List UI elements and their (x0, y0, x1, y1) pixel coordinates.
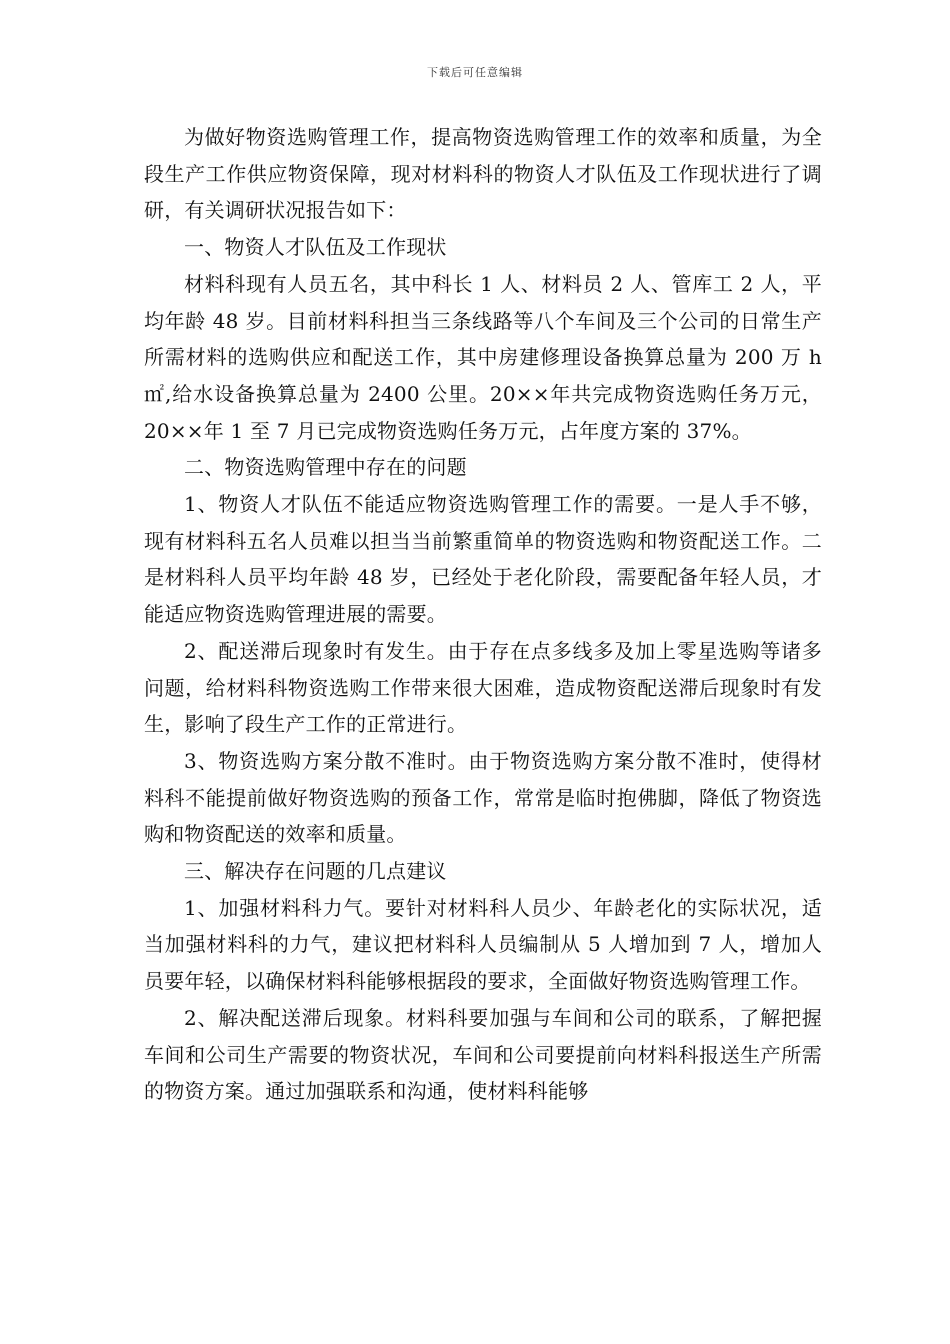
body-paragraph: 1、加强材料科力气。要针对材料科人员少、年龄老化的实际状况，适当加强材料科的力气，建议把材料科人员编制从 5 人增加到 7 人，增加人员要年轻，以确保材料科能够根据段的要求，全面做好物资选购管理工作。 (144, 895, 822, 994)
body-paragraph: 材料科现有人员五名，其中科长 1 人、材料员 2 人、管库工 2 人，平均年龄 48 岁。目前材料科担当三条线路等八个车间及三个公司的日常生产所需材料的选购供应和配送工作，其中房建修理设备换算总量为 200 万 h㎡,给水设备换算总量为 2400 公里。20××年共完成物资选购任务万元，20××年 1 至 7 月已完成物资选购任务万元，占年度方案的 37%。 (144, 271, 822, 443)
body-paragraph: 2、解决配送滞后现象。材料科要加强与车间和公司的联系，了解把握车间和公司生产需要的物资状况，车间和公司要提前向材料科报送生产所需的物资方案。通过加强联系和沟通，使材料科能够 (144, 1005, 822, 1104)
section-heading-2: 二、物资选购管理中存在的问题 (184, 455, 467, 480)
document-body (144, 119, 822, 1110)
body-paragraph: 3、物资选购方案分散不准时。由于物资选购方案分散不准时，使得材料科不能提前做好物资选购的预备工作，常常是临时抱佛脚，降低了物资选购和物资配送的效率和质量。 (144, 748, 822, 847)
section-heading-1: 一、物资人才队伍及工作现状 (184, 235, 447, 260)
intro-paragraph: 为做好物资选购管理工作，提高物资选购管理工作的效率和质量，为全段生产工作供应物资保障，现对材料科的物资人才队伍及工作现状进行了调研，有关调研状况报告如下： (144, 125, 822, 223)
body-paragraph: 1、物资人才队伍不能适应物资选购管理工作的需要。一是人手不够，现有材料科五名人员难以担当当前繁重简单的物资选购和物资配送工作。二是材料科人员平均年龄 48 岁，已经处于老化阶段，需要配备年轻人员，才能适应物资选购管理进展的需要。 (144, 492, 822, 627)
section-heading-3: 三、解决存在问题的几点建议 (184, 859, 447, 884)
body-paragraph: 2、配送滞后现象时有发生。由于存在点多线多及加上零星选购等诸多问题，给材料科物资选购工作带来很大困难，造成物资配送滞后现象时有发生，影响了段生产工作的正常进行。 (144, 638, 822, 737)
page-header: 下载后可任意编辑 (427, 66, 523, 79)
